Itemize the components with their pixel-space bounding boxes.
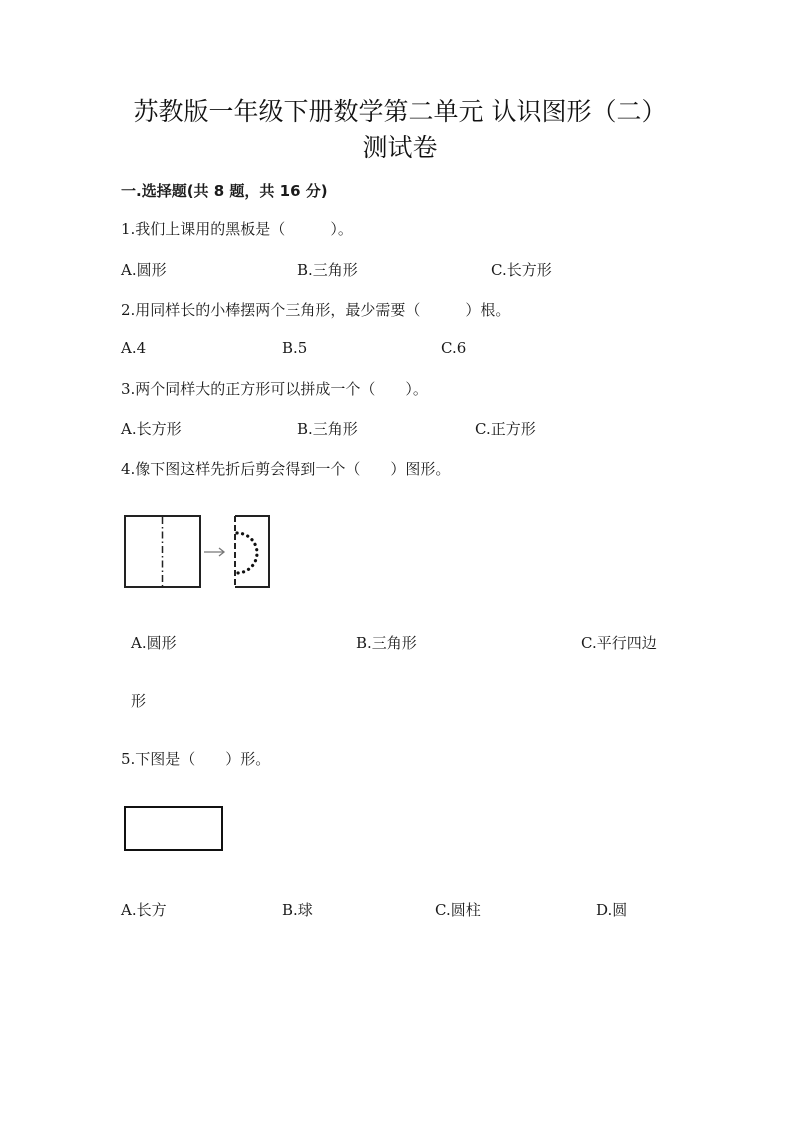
question-1-stem: 1.我们上课用的黑板是（ ）。 [121,220,353,238]
question-2-stem: 2.用同样长的小棒摆两个三角形，最少需要（ ）根。 [121,301,511,319]
question-5-option-c[interactable]: C.圆柱 [435,901,481,919]
question-3-stem: 3.两个同样大的正方形可以拼成一个（ ）。 [121,380,428,398]
question-4-option-c[interactable]: C.平行四边 [581,634,657,652]
question-4-option-b[interactable]: B.三角形 [356,634,417,652]
question-2-option-a[interactable]: A.4 [121,339,147,357]
question-5-stem: 5.下图是（ ）形。 [121,750,271,768]
question-3-option-a[interactable]: A.长方形 [121,420,182,438]
question-1-option-a[interactable]: A.圆形 [121,261,167,279]
question-1-option-c[interactable]: C.长方形 [491,261,552,279]
question-2-option-b[interactable]: B.5 [282,339,308,357]
question-2-option-c[interactable]: C.6 [441,339,467,357]
question-5-option-d[interactable]: D.圆 [596,901,628,919]
question-3-option-c[interactable]: C.正方形 [475,420,536,438]
fold-cut-figure [124,515,274,589]
folded-paper [235,516,269,587]
cut-line-half-circle [237,533,257,573]
question-3-option-b[interactable]: B.三角形 [297,420,358,438]
question-4-option-c-wrap: 形 [131,692,147,710]
page-title-line2: 测试卷 [362,133,438,162]
question-5-option-a[interactable]: A.长方 [121,901,167,919]
page-title-line1: 苏教版一年级下册数学第二单元 认识图形（二） [133,97,667,126]
question-4-stem: 4.像下图这样先折后剪会得到一个（ ）图形。 [121,460,451,478]
question-1-option-b[interactable]: B.三角形 [297,261,358,279]
section-heading: 一.选择题(共 8 题，共 16 分) [121,182,328,200]
question-4-option-a[interactable]: A.圆形 [131,634,177,652]
rectangle-figure [124,806,224,852]
question-5-option-b[interactable]: B.球 [282,901,313,919]
